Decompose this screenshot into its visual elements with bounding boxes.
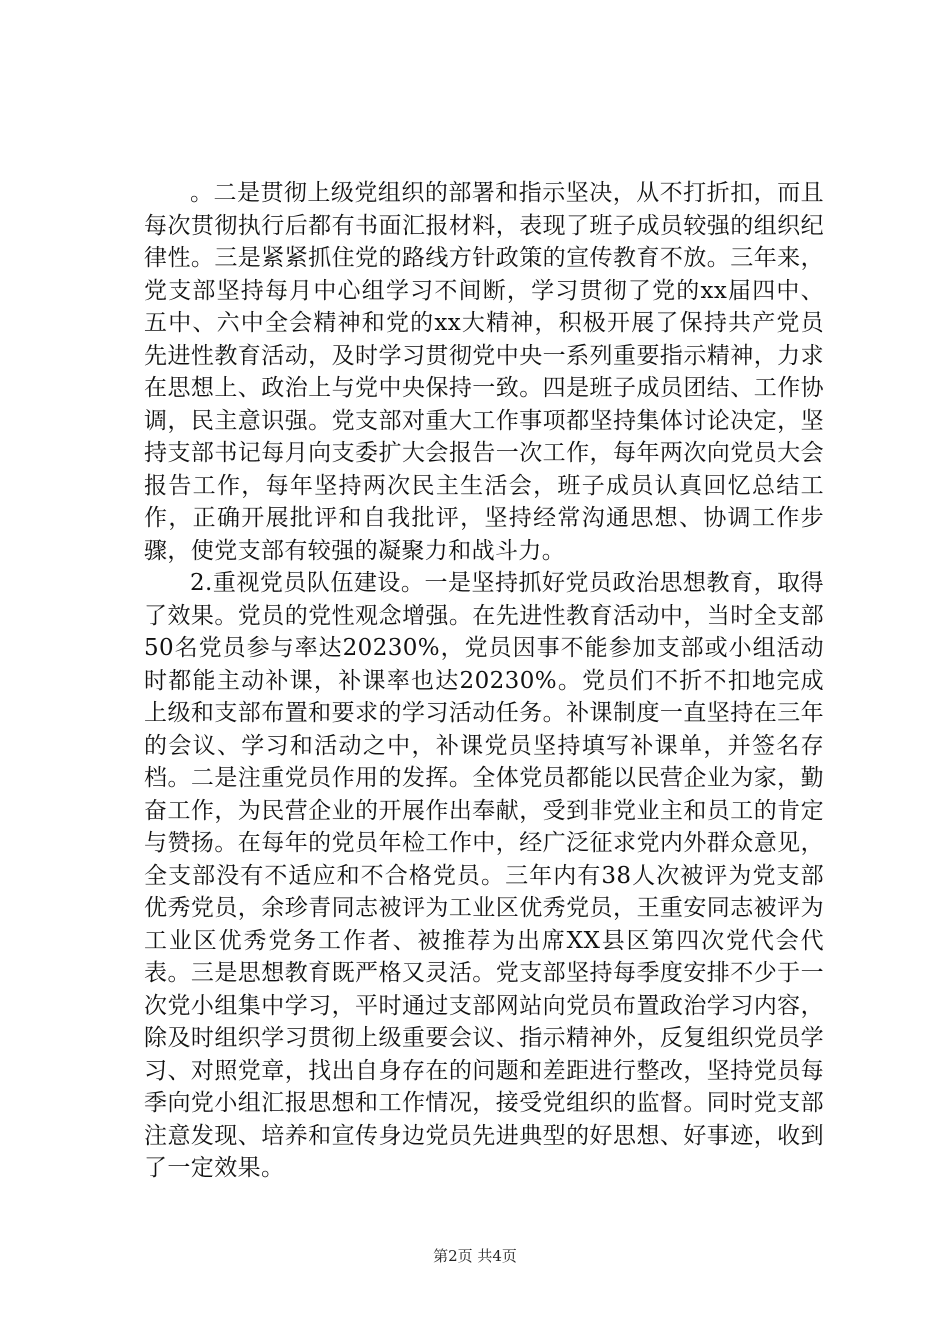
document-body (144, 177, 824, 1185)
paragraph-party-member-team-building: 2.重视党员队伍建设。一是坚持抓好党员政治思想教育，取得了效果。党员的党性观念增强。在先进性教育活动中，当时全支部50名党员参与率达20230%，党员因事不能参加支部或小组活动时都能主动补课，补课率也达20230%。党员们不折不扣地完成上级和支部布置和要求的学习活动任务。补课制度一直坚持在三年的会议、学习和活动之中，补课党员坚持填写补课单，并签名存档。二是注重党员作用的发挥。全体党员都能以民营企业为家，勤奋工作，为民营企业的开展作出奉献，受到非党业主和员工的肯定与赞扬。在每年的党员年检工作中，经广泛征求党内外群众意见，全支部没有不适应和不合格党员。三年内有38人次被评为党支部优秀党员，余珍青同志被评为工业区优秀党员，王重安同志被评为工业区优秀党务工作者、被推荐为出席XX县区第四次党代会代表。三是思想教育既严格又灵活。党支部坚持每季度安排不少于一次党小组集中学习，平时通过支部网站向党员布置政治学习内容，除及时组织学习贯彻上级重要会议、指示精神外，反复组织党员学习、对照党章，找出自身存在的问题和差距进行整改，坚持党员每季向党小组汇报思想和工作情况，接受党组织的监督。同时党支部注意发现、培养和宣传身边党员先进典型的好思想、好事迹，收到了一定效果。 (144, 570, 824, 1181)
page-number-footer: 第2页 共4页 (433, 1247, 517, 1265)
paragraph-party-branch-leadership: 。二是贯彻上级党组织的部署和指示坚决，从不打折扣，而且每次贯彻执行后都有书面汇报材料，表现了班子成员较强的组织纪律性。三是紧紧抓住党的路线方针政策的宣传教育不放。三年来，党支部坚持每月中心组学习不间断，学习贯彻了党的xx届四中、五中、六中全会精神和党的xx大精神，积极开展了保持共产党员先进性教育活动，及时学习贯彻党中央一系列重要指示精神，力求在思想上、政治上与党中央保持一致。四是班子成员团结、工作协调，民主意识强。党支部对重大工作事项都坚持集体讨论决定，坚持支部书记每月向支委扩大会报告一次工作，每年两次向党员大会报告工作，每年坚持两次民主生活会，班子成员认真回忆总结工作，正确开展批评和自我批评，坚持经常沟通思想、协调工作步骤，使党支部有较强的凝聚力和战斗力。 (144, 180, 824, 564)
